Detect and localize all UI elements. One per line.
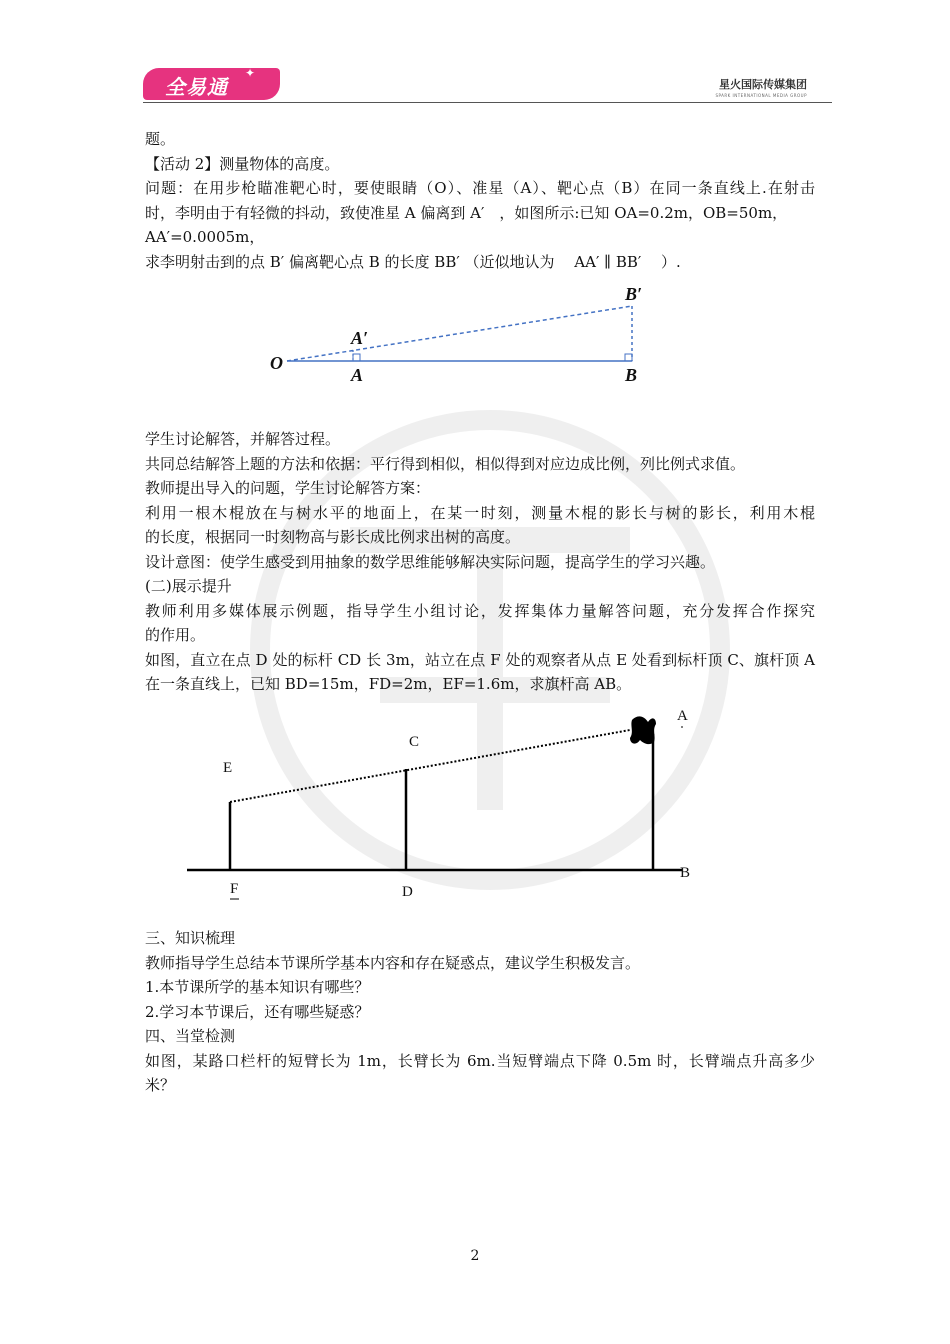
section-heading: (二)展示提升: [145, 577, 232, 595]
right-angle-B: [625, 354, 632, 361]
label-A-prime: A′: [351, 328, 369, 348]
section-activity-2: [145, 127, 815, 274]
right-angle-A: [353, 354, 360, 361]
brand-logo-text: 全易通: [165, 75, 228, 99]
sparkle-icon: ✦: [244, 66, 256, 80]
label-F: F: [230, 881, 239, 897]
label-B-prime: B′: [625, 284, 643, 304]
line-OB-prime: [287, 306, 632, 361]
section-discussion: [145, 427, 815, 697]
company-name: [715, 76, 807, 98]
paragraph-line: 共同总结解答上题的方法和依据：平行得到相似，相似得到对应边成比例，列比例式求值。: [145, 454, 746, 473]
paragraph-line: 学生讨论解答，并解答过程。: [145, 430, 341, 448]
label-B: B: [625, 365, 638, 385]
paragraph-line: 米？: [145, 1076, 176, 1094]
page-number: 2: [470, 1248, 480, 1264]
flag-icon: [630, 716, 656, 744]
paragraph-line: 教师指导学生总结本节课所学基本内容和存在疑惑点，建议学生积极发言。: [145, 953, 641, 972]
label-D: D: [402, 884, 413, 900]
paragraph-line: 利用一根木棍放在与树水平的地面上，在某一时刻，测量木棍的影长与树的影长，利用木棍: [145, 503, 815, 522]
paragraph-line: 题。: [145, 130, 176, 148]
paragraph-line: 问题：在用步枪瞄准靶心时，要使眼睛（O）、准星（A）、靶心点（B）在同一条直线上.在射击: [145, 179, 815, 197]
company-name-cn: 星火国际传媒集团: [719, 78, 807, 91]
paragraph-line: 的长度，根据同一时刻物高与影长成比例求出树的高度。: [145, 528, 521, 546]
label-A: A: [677, 708, 688, 724]
activity-heading: 【活动 2】测量物体的高度。: [145, 154, 340, 173]
figure-flagpole: [180, 700, 720, 910]
brand-logo: [143, 68, 280, 100]
paragraph-line: 求李明射击到的点 B′ 偏离靶心点 B 的长度 BB′ （近似地认为 AA′ ∥ BB′ ）.: [145, 252, 681, 271]
list-item: 2.学习本节课后，还有哪些疑惑？: [145, 1002, 370, 1021]
paragraph-line: AA′=0.0005m，: [145, 228, 265, 246]
paragraph-line: 教师利用多媒体展示例题，指导学生小组讨论，发挥集体力量解答问题，充分发挥合作探究: [145, 601, 815, 620]
paragraph-line: 如图，某路口栏杆的短臂长为 1m，长臂长为 6m.当短臂端点下降 0.5m 时，长臂端点升高多少: [145, 1051, 815, 1070]
company-name-en: SPARK INTERNATIONAL MEDIA GROUP: [715, 93, 807, 98]
sight-line: [230, 730, 630, 802]
section-heading: 四、当堂检测: [145, 1027, 236, 1045]
section-heading: 三、知识梳理: [145, 929, 236, 947]
paragraph-line: 设计意图：使学生感受到用抽象的数学思维能够解决实际问题，提高学生的学习兴趣。: [145, 552, 716, 571]
label-A: A: [351, 365, 364, 385]
paragraph-line: 如图，直立在点 D 处的标杆 CD 长 3m，站立在点 F 处的观察者从点 E 处看到标杆顶 C、旗杆顶 A: [145, 650, 815, 669]
paragraph-line: 时，李明由于有轻微的抖动，致使准星 A 偏离到 A′ ，如图所示:已知 OA=0.2m，OB=50m，: [145, 203, 788, 222]
section-summary: [145, 926, 815, 1098]
label-O: O: [270, 353, 283, 373]
label-E: E: [223, 760, 233, 776]
paragraph-line: 在一条直线上，已知 BD=15m，FD=2m，EF=1.6m，求旗杆高 AB。: [145, 675, 632, 693]
paragraph-line: 的作用。: [145, 626, 206, 644]
label-C: C: [409, 734, 420, 750]
list-item: 1.本节课所学的基本知识有哪些？: [145, 978, 370, 996]
paragraph-line: 教师提出导入的问题，学生讨论解答方案：: [145, 479, 431, 497]
figure-rifle-aim: [255, 278, 655, 388]
header-divider: [143, 102, 832, 103]
label-B: B: [680, 865, 691, 881]
